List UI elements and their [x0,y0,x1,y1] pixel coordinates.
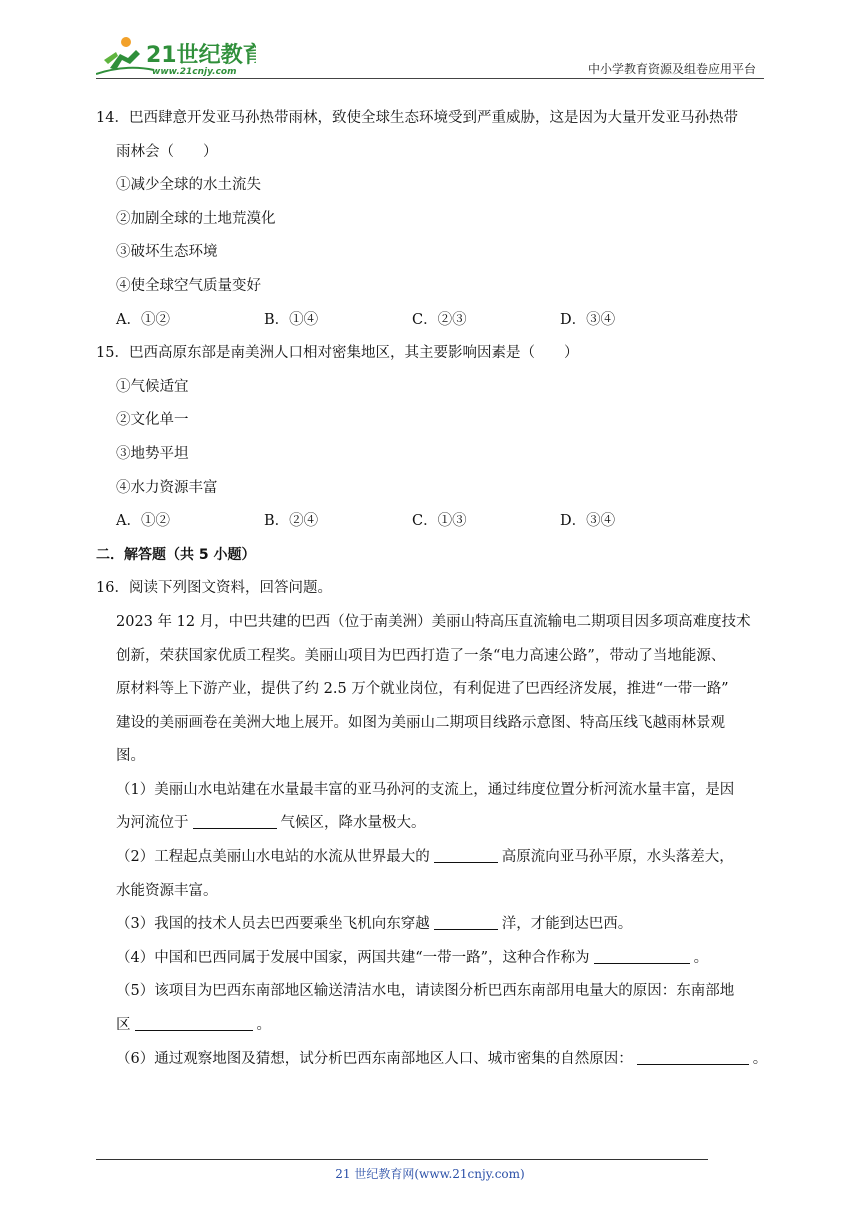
q15-option-a[interactable]: A．①② [116,513,170,530]
footer-source[interactable]: 21 世纪教育网(www.21cnjy.com) [335,1167,525,1181]
q16-passage-line4: 建设的美丽画卷在美洲大地上展开。如图为美丽山二期项目线路示意图、特高压线飞越雨林景观 [116,714,725,731]
q15-item-1: ①气候适宜 [116,378,189,395]
q16-sub2-text: （2）工程起点美丽山水电站的水流从世界最大的 [116,849,430,866]
logo-url: www.21cnjy.com [152,67,237,77]
q16-sub5-line2 [96,1009,768,1043]
footer-divider [96,1159,708,1160]
q16-sub1-text-after: 气候区，降水量极大。 [280,815,426,832]
q15-option-c[interactable]: C．①③ [412,513,467,530]
q16-stem: 16．阅读下列图文资料，回答问题。 [96,580,332,597]
q16-sub2-line2: 水能资源丰富。 [116,882,218,899]
q16-sub1-line1: （1）美丽山水电站建在水量最丰富的亚马孙河的支流上，通过纬度位置分析河流水量丰富，是因 [116,781,735,798]
q16-sub3-answer-blank[interactable] [434,913,498,930]
q14-option-d[interactable]: D．③④ [560,311,616,328]
q14-item-4: ④使全球空气质量变好 [116,277,261,294]
q16-sub3-text-after: 洋，才能到达巴西。 [501,916,633,933]
q15-stem: 15．巴西高原东部是南美洲人口相对密集地区，其主要影响因素是（ ） [96,345,579,362]
q14-item-1: ①减少全球的水土流失 [116,177,261,194]
q15-item-3: ③地势平坦 [116,445,189,462]
q15-option-d[interactable]: D．③④ [560,513,616,530]
q16-sub6 [96,1043,768,1077]
q15-item-2: ②文化单一 [116,412,189,429]
q16-sub4 [96,942,768,976]
q16-sub3-text: （3）我国的技术人员去巴西要乘坐飞机向东穿越 [116,916,430,933]
q14-option-a[interactable]: A．①② [116,311,170,328]
q14-item-2: ②加剧全球的土地荒漠化 [116,210,276,227]
q15-option-b[interactable]: B．②④ [264,513,319,530]
q14-options [96,304,768,338]
q16-sub3 [96,908,768,942]
logo-wordmark: 21世纪教育 [146,43,256,68]
site-logo [96,34,256,78]
q16-sub4-text: （4）中国和巴西同属于发展中国家，两国共建“一带一路”，这种合作称为 [116,949,590,966]
q16-sub6-answer-blank[interactable] [637,1048,749,1065]
q14-stem-line2: 雨林会（ ） [116,143,218,160]
q15-options [96,505,768,539]
q16-sub4-answer-blank[interactable] [594,947,690,964]
q16-sub6-text-after: 。 [752,1050,768,1067]
q16-sub5-answer-blank[interactable] [135,1014,253,1031]
q16-sub2-line1 [96,841,768,875]
q16-sub4-text-after: 。 [693,949,709,966]
q16-sub6-text: （6）通过观察地图及猜想，试分析巴西东南部地区人口、城市密集的自然原因： [116,1050,633,1067]
q14-option-b[interactable]: B．①④ [264,311,319,328]
q16-sub2-answer-blank[interactable] [434,846,498,863]
q16-sub5-text: 区 [116,1017,131,1034]
q14-stem-line1: 14．巴西肆意开发亚马孙热带雨林，致使全球生态环境受到严重威胁，这是因为大量开发亚马孙热带 [96,110,738,126]
q16-sub5-text-after: 。 [256,1017,271,1034]
q16-passage-line2: 创新，荣获国家优质工程奖。美丽山项目为巴西打造了一条“电力高速公路”，带动了当地能源、 [116,647,726,664]
q15-item-4: ④水力资源丰富 [116,479,218,496]
q16-sub2-text-after: 高原流向亚马孙平原，水头落差大， [501,849,734,866]
document-body [96,102,768,1076]
q16-sub1-line2 [96,807,768,841]
platform-name: 中小学教育资源及组卷应用平台 [587,62,756,76]
q16-passage-line5: 图。 [116,748,145,765]
q14-option-c[interactable]: C．②③ [412,311,467,328]
q16-sub1-text: 为河流位于 [116,815,189,832]
q16-passage-line1: 2023 年 12 月，中巴共建的巴西（位于南美洲）美丽山特高压直流输电二期项目因多项高难度技术 [116,613,751,630]
q16-sub1-answer-blank[interactable] [193,812,277,829]
section-title-answer-questions: 二．解答题（共 5 小题） [96,546,256,563]
q16-sub5-line1: （5）该项目为巴西东南部地区输送清洁水电，请读图分析巴西东南部用电量大的原因：东南部地 [116,983,735,1000]
q14-item-3: ③破坏生态环境 [116,244,218,261]
q16-passage-line3: 原材料等上下游产业，提供了约 2.5 万个就业岗位，有利促进了巴西经济发展，推进“一带一路” [116,681,729,698]
header-divider [96,78,764,79]
